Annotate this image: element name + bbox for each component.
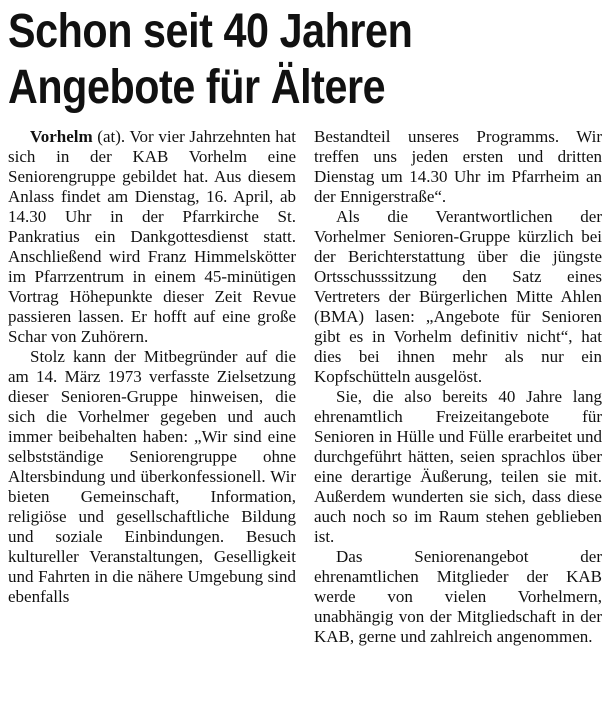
- paragraph-2: Stolz kann der Mitbegründer auf die am 14. März 1973 verfasste Zielsetzung dieser Senioren-Gruppe hinweisen, die sich die Vorhelmer gegeben und auch immer beibehalten haben: „Wir sind eine selbstständige Seniorengruppe ohne Altersbindung und überkonfessionell. Wir bieten Gemeinschaft, Information, religiöse und gesellschaftliche Bildung und soziale Einbindungen. Besuch kultureller Veranstaltungen, Geselligkeit und Fahrten in die nähere Umgebung sind ebenfalls: [8, 347, 296, 606]
- paragraph-4: Sie, die also bereits 40 Jahre lang ehrenamtlich Freizeitangebote für Senioren in Hülle und Fülle erarbeitet und durchgeführt hätten, seien sprachlos über eine derartige Äußerung, teilen sie mit. Außerdem wunderten sie sich, dass diese auch noch so im Raum stehen geblieben ist.: [314, 387, 602, 546]
- column-left: [8, 127, 296, 607]
- paragraph-1: [8, 127, 296, 347]
- paragraph-3: Als die Verantwortlichen der Vorhelmer Senioren-Gruppe kürzlich bei der Berichterstattung über die jüngste Ortsschusssitzung den Satz eines Vertreters der Bürgerlichen Mitte Ahlen (BMA) lasen: „Angebote für Senioren gibt es in Vorhelm definitiv nicht“, hat dies bei ihnen mehr als nur ein Kopfschütteln ausgelöst.: [314, 207, 602, 386]
- article-body: [8, 127, 600, 701]
- dateline: Vorhelm: [30, 127, 93, 146]
- headline-line-2: Angebote für Ältere: [8, 61, 386, 114]
- paragraph-1-text: (at). Vor vier Jahrzehnten hat sich in der KAB Vorhelm eine Seniorengruppe gebildet hat. Aus diesem Anlass findet am Dienstag, 16. April, ab 14.30 Uhr in der Pfarrkirche St. Pankratius ein Dankgottesdienst statt. Anschließend wird Franz Himmelskötter im Pfarrzentrum in einem 45-minütigen Vortrag Höhepunkte dieser Zeit Revue passieren lassen. Er hofft auf eine große Schar von Zuhörern.: [8, 127, 296, 346]
- headline-line-1: Schon seit 40 Jahren: [8, 5, 413, 58]
- paragraph-5: Das Seniorenangebot der ehrenamtlichen Mitglieder der KAB werde von vielen Vorhelmern, unabhängig von der Mitgliedschaft in der KAB, gerne und zahlreich angenommen.: [314, 547, 602, 646]
- paragraph-2-continued: Bestandteil unseres Programms. Wir treffen uns jeden ersten und dritten Dienstag um 14.30 Uhr im Pfarrheim an der Ennigerstraße“.: [314, 127, 602, 206]
- column-right: [314, 127, 602, 647]
- headline: [8, 4, 517, 116]
